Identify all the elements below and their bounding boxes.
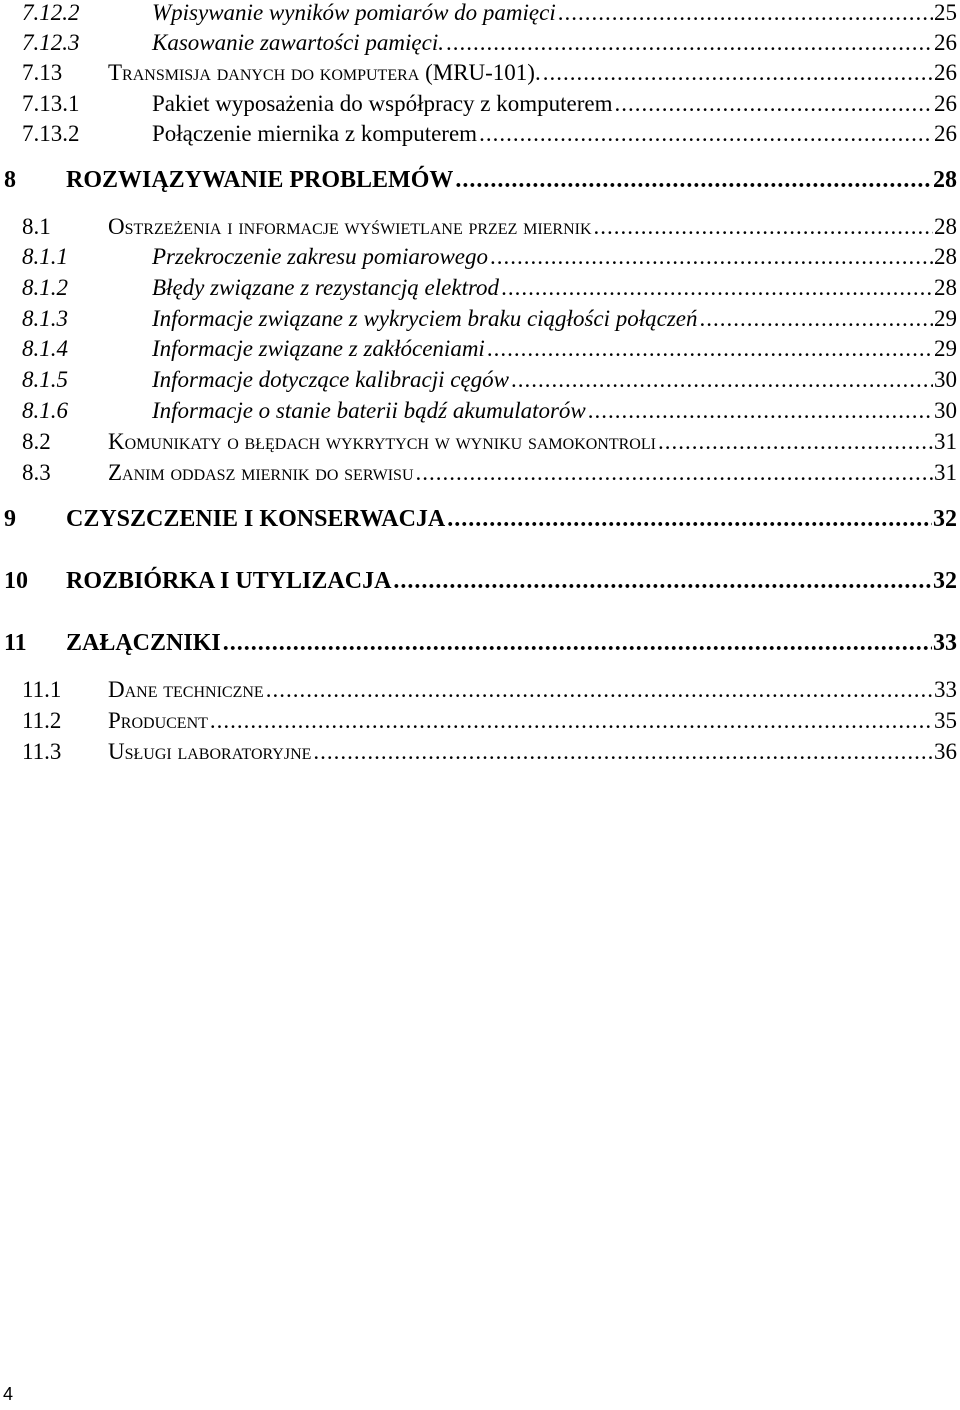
toc-leader-dots xyxy=(479,121,933,147)
toc-entry[interactable] xyxy=(0,460,957,486)
toc-leader-dots xyxy=(700,306,934,332)
toc-entry-number: 10 xyxy=(4,568,28,594)
toc-leader-dots xyxy=(416,460,934,486)
page-number: 4 xyxy=(3,1384,14,1404)
toc-entry-title: Ostrzeżenia i informacje wyświetlane przez miernik xyxy=(108,214,592,239)
toc-leader-dots xyxy=(210,708,933,734)
toc-entry-page: 33 xyxy=(934,677,957,702)
toc-leader-dots xyxy=(490,244,933,270)
toc-entry-number: 7.13 xyxy=(22,60,63,85)
toc-entry-number: 9 xyxy=(4,506,16,532)
toc-entry-number: 8.1.2 xyxy=(22,275,68,300)
toc-entry-number: 11 xyxy=(4,630,27,656)
toc-leader-dots xyxy=(393,568,932,595)
toc-leader-dots xyxy=(658,429,933,455)
toc-entry-number: 8.1.3 xyxy=(22,306,68,331)
toc-entry-title: Transmisja danych do komputera (MRU-101). xyxy=(108,60,541,85)
toc-entry-title: Kasowanie zawartości pamięci. xyxy=(152,30,444,55)
toc-leader-dots xyxy=(487,336,933,362)
toc-entry[interactable] xyxy=(0,398,957,424)
toc-entry-number: 8.1.1 xyxy=(22,244,68,269)
toc-entry-page: 29 xyxy=(934,306,957,331)
toc-entry-page: 36 xyxy=(934,739,957,764)
toc-leader-dots xyxy=(266,677,933,703)
toc-entry-title: Informacje związane z zakłóceniami xyxy=(152,336,485,361)
toc-entry[interactable] xyxy=(0,214,957,240)
toc-entry-number: 11.2 xyxy=(22,708,62,733)
toc-entry-page: 30 xyxy=(934,367,957,392)
toc-entry-title: Zanim oddasz miernik do serwisu xyxy=(108,460,414,485)
toc-entry-page: 33 xyxy=(933,630,957,656)
toc-entry-title: Informacje związane z wykryciem braku ciągłości połączeń xyxy=(152,306,698,331)
toc-entry-page: 28 xyxy=(934,214,957,239)
toc-entry-title: CZYSZCZENIE I KONSERWACJA xyxy=(66,506,446,532)
toc-entry-number: 8.1.5 xyxy=(22,367,68,392)
toc-entry-title: ZAŁĄCZNIKI xyxy=(66,630,221,656)
toc-entry-page: 32 xyxy=(933,568,957,594)
toc-leader-dots xyxy=(594,214,933,240)
toc-entry-page: 31 xyxy=(934,429,957,454)
toc-leader-dots xyxy=(455,167,932,194)
toc-leader-dots xyxy=(446,30,933,56)
toc-entry-page: 30 xyxy=(934,398,957,423)
toc-entry[interactable] xyxy=(0,30,957,56)
toc-entry-title: Producent xyxy=(108,708,208,733)
toc-entry-number: 11.3 xyxy=(22,739,62,764)
toc-entry-number: 8.1.4 xyxy=(22,336,68,361)
toc-chapter-entry[interactable] xyxy=(0,630,957,657)
toc-entry-number: 8 xyxy=(4,167,16,193)
toc-entry[interactable] xyxy=(0,244,957,270)
toc-entry-title: Połączenie miernika z komputerem xyxy=(152,121,478,146)
toc-entry-page: 28 xyxy=(933,167,957,193)
toc-leader-dots xyxy=(615,91,933,117)
toc-entry-number: 8.2 xyxy=(22,429,51,454)
toc-entry[interactable] xyxy=(0,708,957,734)
toc-entry-title: Błędy związane z rezystancją elektrod xyxy=(152,275,500,300)
toc-entry-page: 28 xyxy=(934,275,957,300)
toc-entry-page: 31 xyxy=(934,460,957,485)
toc-entry-title: ROZBIÓRKA I UTYLIZACJA xyxy=(66,568,392,594)
toc-entry[interactable] xyxy=(0,677,957,703)
toc-entry-title: Komunikaty o błędach wykrytych w wyniku samokontroli xyxy=(108,429,656,454)
toc-leader-dots xyxy=(588,398,933,424)
toc-entry-number: 11.1 xyxy=(22,677,62,702)
toc-leader-dots xyxy=(511,367,933,393)
toc-entry-page: 26 xyxy=(934,91,957,116)
toc-leader-dots xyxy=(223,630,932,657)
toc-entry-title: Przekroczenie zakresu pomiarowego xyxy=(152,244,488,269)
toc-entry-page: 26 xyxy=(934,30,957,55)
toc-entry[interactable] xyxy=(0,275,957,301)
toc-entry[interactable] xyxy=(0,306,957,332)
toc-entry[interactable] xyxy=(0,739,957,765)
toc-entry-page: 26 xyxy=(934,121,957,146)
toc-entry-title: ROZWIĄZYWANIE PROBLEMÓW xyxy=(66,167,454,193)
toc-entry[interactable] xyxy=(0,121,957,147)
toc-leader-dots xyxy=(447,506,932,533)
toc-entry-page: 25 xyxy=(934,0,957,25)
toc-leader-dots xyxy=(543,60,933,86)
toc-entry-page: 32 xyxy=(933,506,957,532)
toc-entry[interactable] xyxy=(0,0,957,26)
toc-entry-number: 8.1.6 xyxy=(22,398,68,423)
toc-entry[interactable] xyxy=(0,336,957,362)
toc-entry-title: Usługi laboratoryjne xyxy=(108,739,312,764)
toc-entry-number: 7.13.1 xyxy=(22,91,80,116)
toc-entry[interactable] xyxy=(0,429,957,455)
toc-entry-number: 7.12.3 xyxy=(22,30,80,55)
toc-entry-page: 29 xyxy=(934,336,957,361)
toc-entry-title: Pakiet wyposażenia do współpracy z komputerem xyxy=(152,91,613,116)
toc-entry-title: Wpisywanie wyników pomiarów do pamięci xyxy=(152,0,556,25)
toc-entry-title: Informacje dotyczące kalibracji cęgów xyxy=(152,367,510,392)
toc-leader-dots xyxy=(558,0,933,26)
toc-entry-number: 8.1 xyxy=(22,214,51,239)
toc-leader-dots xyxy=(313,739,933,765)
toc-entry-page: 28 xyxy=(934,244,957,269)
toc-entry-title: Informacje o stanie baterii bądź akumulatorów xyxy=(152,398,586,423)
toc-entry[interactable] xyxy=(0,367,957,393)
toc-entry-title: Dane techniczne xyxy=(108,677,264,702)
toc-entry-page: 35 xyxy=(934,708,957,733)
toc-leader-dots xyxy=(501,275,933,301)
toc-entry[interactable] xyxy=(0,60,957,86)
toc-chapter-entry[interactable] xyxy=(0,167,957,194)
toc-chapter-entry[interactable] xyxy=(0,506,957,533)
toc-chapter-entry[interactable] xyxy=(0,568,957,595)
toc-entry-number: 7.12.2 xyxy=(22,0,80,25)
toc-entry[interactable] xyxy=(0,91,957,117)
toc-entry-number: 8.3 xyxy=(22,460,51,485)
toc-entry-number: 7.13.2 xyxy=(22,121,80,146)
toc-entry-page: 26 xyxy=(934,60,957,85)
